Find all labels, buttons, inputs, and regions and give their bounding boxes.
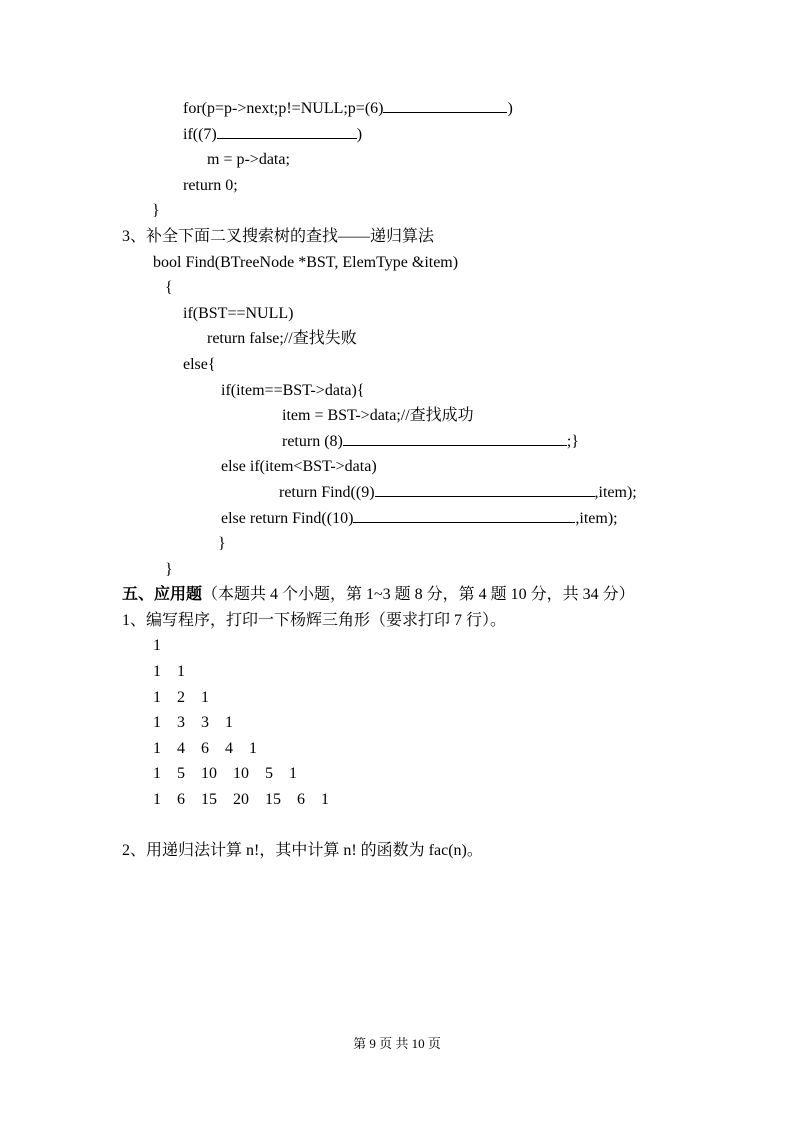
- code-text: }: [152, 202, 160, 220]
- pascal-triangle-value: 2: [177, 688, 185, 706]
- pascal-triangle-value: 1: [153, 739, 161, 757]
- code-text: ): [507, 100, 513, 117]
- code-text: return 0;: [183, 176, 238, 194]
- code-line: [122, 122, 722, 148]
- code-line: [122, 454, 722, 480]
- code-line: [122, 198, 722, 224]
- pascal-triangle-value: 3: [177, 714, 185, 732]
- code-line: [122, 403, 722, 429]
- pascal-triangle-value: 4: [177, 739, 185, 757]
- code-line: [122, 531, 722, 557]
- pascal-triangle-row: [122, 710, 722, 736]
- code-text: else if(item<BST->data): [221, 458, 377, 476]
- pascal-triangle-value: 20: [233, 791, 249, 809]
- code-text: m = p->data;: [207, 151, 290, 169]
- section-5-heading: [122, 582, 722, 608]
- pascal-triangle-value: 1: [153, 791, 161, 809]
- pascal-triangle-value: 1: [321, 791, 329, 809]
- pascal-triangle-value: 1: [225, 714, 233, 732]
- code-text: ): [356, 125, 363, 143]
- pascal-triangle-row: [122, 633, 722, 659]
- question-2-text: 2、用递归法计算 n!，其中计算 n! 的函数为 fac(n)。: [122, 842, 483, 860]
- question-1-text: 1、编写程序，打印一下杨辉三角形（要求打印 7 行）。: [122, 611, 507, 629]
- blank-8: [343, 430, 567, 446]
- page-number: 第 9 页 共 10 页: [353, 1036, 441, 1051]
- pascal-triangle-value: 1: [153, 714, 161, 732]
- code-fragment-q2-linkedlist: [122, 96, 722, 224]
- blank-line: [122, 813, 722, 839]
- blank-9: [375, 481, 595, 497]
- code-text: }: [218, 535, 226, 553]
- pascal-triangle-row: [122, 659, 722, 685]
- page-content: [122, 96, 722, 864]
- code-text: for(p=p->next;p!=NULL;p=(6): [183, 100, 384, 117]
- pascal-triangle: [122, 633, 722, 812]
- code-line: [122, 173, 722, 199]
- code-line: [122, 429, 722, 455]
- pascal-triangle-value: 3: [201, 714, 209, 732]
- pascal-triangle-value: 5: [177, 765, 185, 783]
- pascal-triangle-row: [122, 736, 722, 762]
- pascal-triangle-value: 1: [177, 663, 185, 681]
- code-text: if(item==BST->data){: [221, 381, 365, 399]
- question-3-heading: 3、补全下面二叉搜索树的查找——递归算法: [122, 227, 435, 245]
- pascal-triangle-value: 6: [201, 739, 209, 757]
- question-3-code: [122, 250, 722, 583]
- pascal-triangle-value: 1: [153, 663, 161, 681]
- pascal-triangle-value: 1: [153, 765, 161, 783]
- code-text: ;}: [566, 432, 579, 450]
- blank-10: [353, 507, 575, 523]
- code-text: if((7): [183, 125, 217, 143]
- pascal-triangle-value: 6: [297, 791, 305, 809]
- pascal-triangle-value: 15: [265, 791, 281, 809]
- pascal-triangle-row: [122, 685, 722, 711]
- code-line: [122, 275, 722, 301]
- code-text: item = BST->data;//查找成功: [282, 407, 474, 425]
- pascal-triangle-value: 15: [201, 791, 217, 809]
- blank-7: [217, 123, 357, 139]
- pascal-triangle-value: 10: [201, 765, 217, 783]
- pascal-triangle-value: 1: [153, 688, 161, 706]
- pascal-triangle-value: 1: [249, 739, 257, 757]
- pascal-triangle-value: 1: [201, 688, 209, 706]
- code-line: [122, 557, 722, 583]
- code-line: [122, 480, 722, 506]
- code-text: return false;//查找失败: [207, 330, 357, 348]
- pascal-triangle-row: [122, 761, 722, 787]
- code-text: ,item);: [594, 483, 637, 501]
- code-line: [122, 301, 722, 327]
- code-text: return (8): [282, 432, 343, 450]
- section-5-title: 五、应用题: [122, 586, 203, 604]
- pascal-triangle-value: 1: [153, 637, 161, 655]
- code-line: [122, 326, 722, 352]
- code-text: else{: [183, 355, 216, 373]
- code-line: [122, 506, 722, 532]
- code-text: else return Find((10): [221, 509, 354, 527]
- pascal-triangle-row: [122, 787, 722, 813]
- code-text: ,item);: [575, 509, 618, 527]
- pascal-triangle-value: 4: [225, 739, 233, 757]
- code-text: bool Find(BTreeNode *BST, ElemType &item): [153, 253, 459, 271]
- code-text: if(BST==NULL): [183, 304, 294, 322]
- pascal-triangle-value: 6: [177, 791, 185, 809]
- code-text: }: [165, 560, 173, 578]
- code-line: [122, 378, 722, 404]
- pascal-triangle-value: 1: [289, 765, 297, 783]
- code-line: [122, 352, 722, 378]
- code-line: [122, 96, 722, 122]
- code-line: [122, 147, 722, 173]
- code-text: return Find((9): [279, 483, 375, 501]
- blank-6: [383, 97, 507, 113]
- pascal-triangle-value: 10: [233, 765, 249, 783]
- pascal-triangle-value: 5: [265, 765, 273, 783]
- section-5-scoring-note: （本题共 4 个小题，第 1~3 题 8 分，第 4 题 10 分，共 34 分）: [202, 586, 635, 604]
- code-line: [122, 250, 722, 276]
- code-text: {: [165, 279, 173, 297]
